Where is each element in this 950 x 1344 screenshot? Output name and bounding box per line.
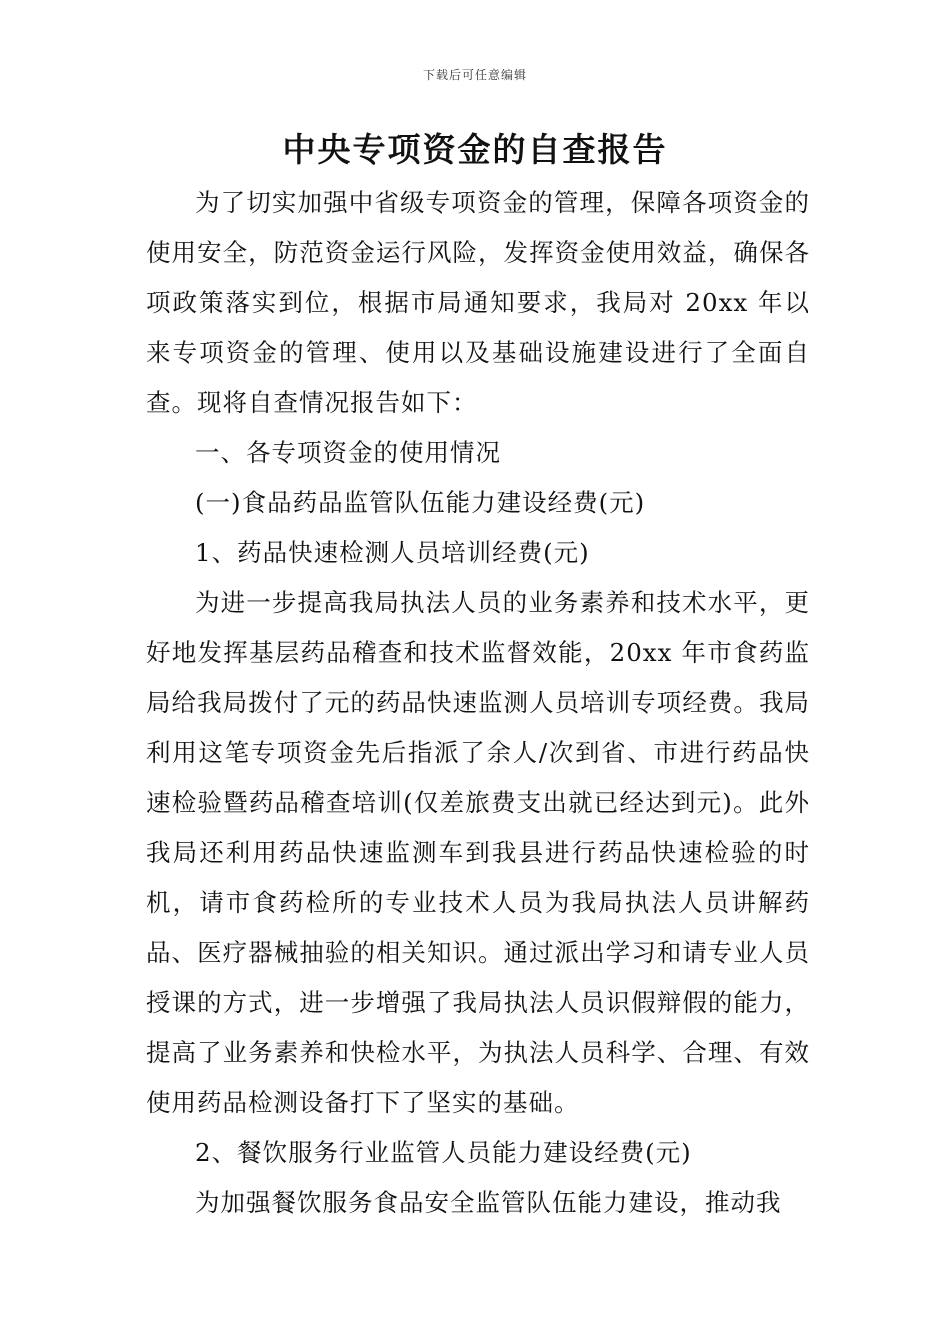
- item-heading-1: 1、药品快速检测人员培训经费(元): [195, 538, 590, 567]
- subsection-heading-1: (一)食品药品监管队伍能力建设经费(元): [195, 488, 646, 517]
- item-heading-2: 2、餐饮服务行业监管人员能力建设经费(元): [195, 1138, 692, 1167]
- paragraph-item-1: 为进一步提高我局执法人员的业务素养和技术水平，更好地发挥基层药品稽查和技术监督效能，20xx 年市食药监局给我局拨付了元的药品快速监测人员培训专项经费。我局利用这笔专项资金先后指派了余人/次到省、市进行药品快速检验暨药品稽查培训(仅差旅费支出就已经达到元)。此外我局还利用药品快速监测车到我县进行药品快速检验的时机，请市食药检所的专业技术人员为我局执法人员讲解药品、医疗器械抽验的相关知识。通过派出学习和请专业人员授课的方式，进一步增强了我局执法人员识假辩假的能力，提高了业务素养和快检水平，为执法人员科学、合理、有效使用药品检测设备打下了坚实的基础。: [146, 588, 810, 1117]
- paragraph-item-2: 为加强餐饮服务食品安全监管队伍能力建设，推动我: [195, 1188, 782, 1217]
- document-body: [146, 178, 810, 1228]
- section-heading-1: 一、各专项资金的使用情况: [195, 438, 501, 467]
- document-title: 中央专项资金的自查报告: [282, 130, 668, 169]
- paragraph-intro: 为了切实加强中省级专项资金的管理，保障各项资金的使用安全，防范资金运行风险，发挥资金使用效益，确保各项政策落实到位，根据市局通知要求，我局对 20xx 年以来专项资金的管理、使用以及基础设施建设进行了全面自查。现将自查情况报告如下：: [146, 188, 810, 417]
- header-note: 下载后可任意编辑: [422, 68, 527, 82]
